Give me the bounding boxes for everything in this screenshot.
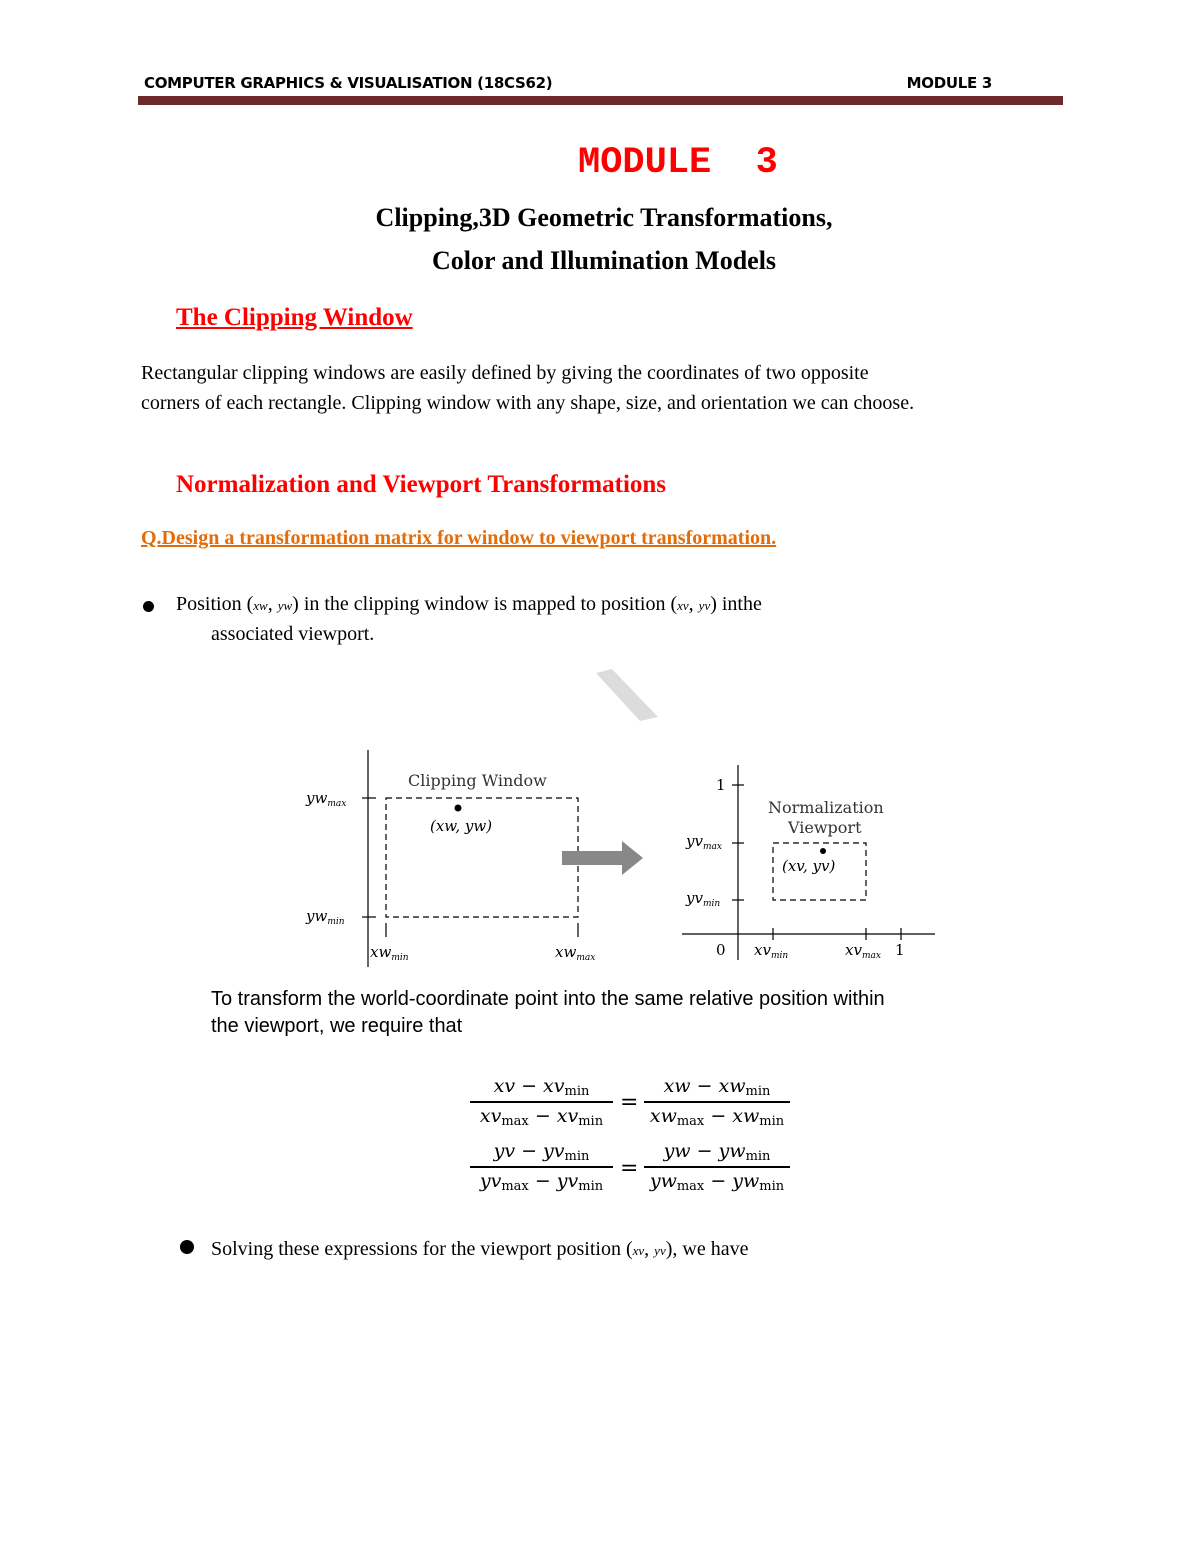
right-one-x-label: 1 bbox=[895, 941, 905, 959]
right-ymax-sub: max bbox=[702, 842, 722, 852]
header-course-title: COMPUTER GRAPHICS & VISUALISATION (18CS62) bbox=[144, 74, 553, 92]
x-left-fraction: xv − $xv_{min}$ $xv_{max} - xv_{min}$ bbox=[470, 1075, 613, 1129]
right-zero-label: 0 bbox=[716, 941, 726, 959]
bullet-2-text: Solving these expressions for the viewport position (xv, yv), we have bbox=[211, 1238, 749, 1260]
y-equals-sign: = bbox=[620, 1156, 639, 1181]
y-left-fraction: yv − $yv_{min}$ $yv_{max} - yv_{min}$ bbox=[470, 1140, 613, 1194]
subtitle-line-1: Clipping,3D Geometric Transformations, bbox=[375, 203, 833, 232]
svg-text:xwmax bbox=[555, 943, 595, 963]
module-title: MODULE 3 bbox=[578, 142, 778, 184]
heading-clipping-window: The Clipping Window bbox=[176, 304, 413, 331]
left-title: Clipping Window bbox=[408, 771, 547, 790]
right-one-y-label: 1 bbox=[716, 776, 726, 794]
transform-arrow bbox=[562, 841, 643, 875]
bullet-1-text-line-2: associated viewport. bbox=[211, 623, 375, 645]
bullet-1-text: Position (xw, yw) in the clipping window is mapped to position (xv, yv) inthe bbox=[176, 593, 762, 615]
svg-text:ywmin bbox=[305, 907, 345, 927]
left-ymin-base: yw bbox=[306, 907, 328, 925]
transform-text-line-2: the viewport, we require that bbox=[211, 1015, 463, 1037]
left-xmin-sub: min bbox=[391, 953, 409, 963]
right-ymax-base: yv bbox=[686, 832, 703, 850]
paragraph-line-1: Rectangular clipping windows are easily defined by giving the coordinates of two opposite bbox=[141, 362, 869, 384]
page-header bbox=[144, 74, 992, 98]
right-point-marker bbox=[820, 848, 826, 854]
x-equals-sign: = bbox=[620, 1090, 639, 1115]
window-viewport-figure bbox=[300, 745, 950, 975]
left-ymax-sub: max bbox=[327, 799, 347, 809]
right-ymin-sub: min bbox=[702, 899, 721, 909]
transform-text-line-1: To transform the world-coordinate point into the same relative position within bbox=[211, 988, 885, 1010]
left-ymin-sub: min bbox=[327, 917, 345, 927]
right-ymin-base: yv bbox=[686, 889, 703, 907]
right-point-label: (xv, yv) bbox=[782, 857, 836, 875]
left-point-marker bbox=[455, 805, 462, 812]
svg-text:xwmin bbox=[370, 943, 409, 963]
right-xmin-base: xv bbox=[754, 941, 771, 959]
right-title-1: Normalization bbox=[768, 798, 884, 817]
header-module-label: MODULE 3 bbox=[906, 74, 992, 92]
subtitle-line-2: Color and Illumination Models bbox=[431, 246, 777, 275]
heading-normalization: Normalization and Viewport Transformations bbox=[176, 471, 667, 498]
svg-text:xvmax bbox=[845, 941, 881, 961]
y-right-fraction: yw − $yw_{min}$ $yw_{max} - yw_{min}$ bbox=[644, 1140, 790, 1194]
svg-text:yvmin bbox=[685, 889, 720, 909]
left-xmax-base: xw bbox=[555, 943, 577, 961]
left-ymax-base: yw bbox=[306, 789, 328, 807]
right-xmax-sub: max bbox=[861, 951, 881, 961]
svg-text:yvmax bbox=[685, 832, 722, 852]
bullet-icon bbox=[143, 601, 154, 612]
left-xmax-sub: max bbox=[576, 953, 596, 963]
svg-text:xvmin bbox=[754, 941, 788, 961]
left-xmin-base: xw bbox=[370, 943, 392, 961]
left-point-label: (xw, yw) bbox=[430, 817, 493, 835]
paragraph-line-2: corners of each rectangle. Clipping window with any shape, size, and orientation we can choose. bbox=[141, 392, 915, 414]
x-right-fraction: xw − $xw_{min}$ $xw_{max} - xw_{min}$ bbox=[644, 1075, 790, 1129]
header-rule bbox=[138, 96, 1063, 105]
right-title-2: Viewport bbox=[788, 818, 862, 837]
right-xmax-base: xv bbox=[845, 941, 862, 959]
clipping-window-rect bbox=[386, 798, 578, 917]
right-xmin-sub: min bbox=[770, 951, 789, 961]
question-text: Q.Design a transformation matrix for window to viewport transformation. bbox=[141, 527, 777, 549]
bullet-icon bbox=[180, 1240, 194, 1254]
watermark-fragment bbox=[588, 665, 668, 725]
svg-text:ywmax bbox=[305, 789, 346, 809]
